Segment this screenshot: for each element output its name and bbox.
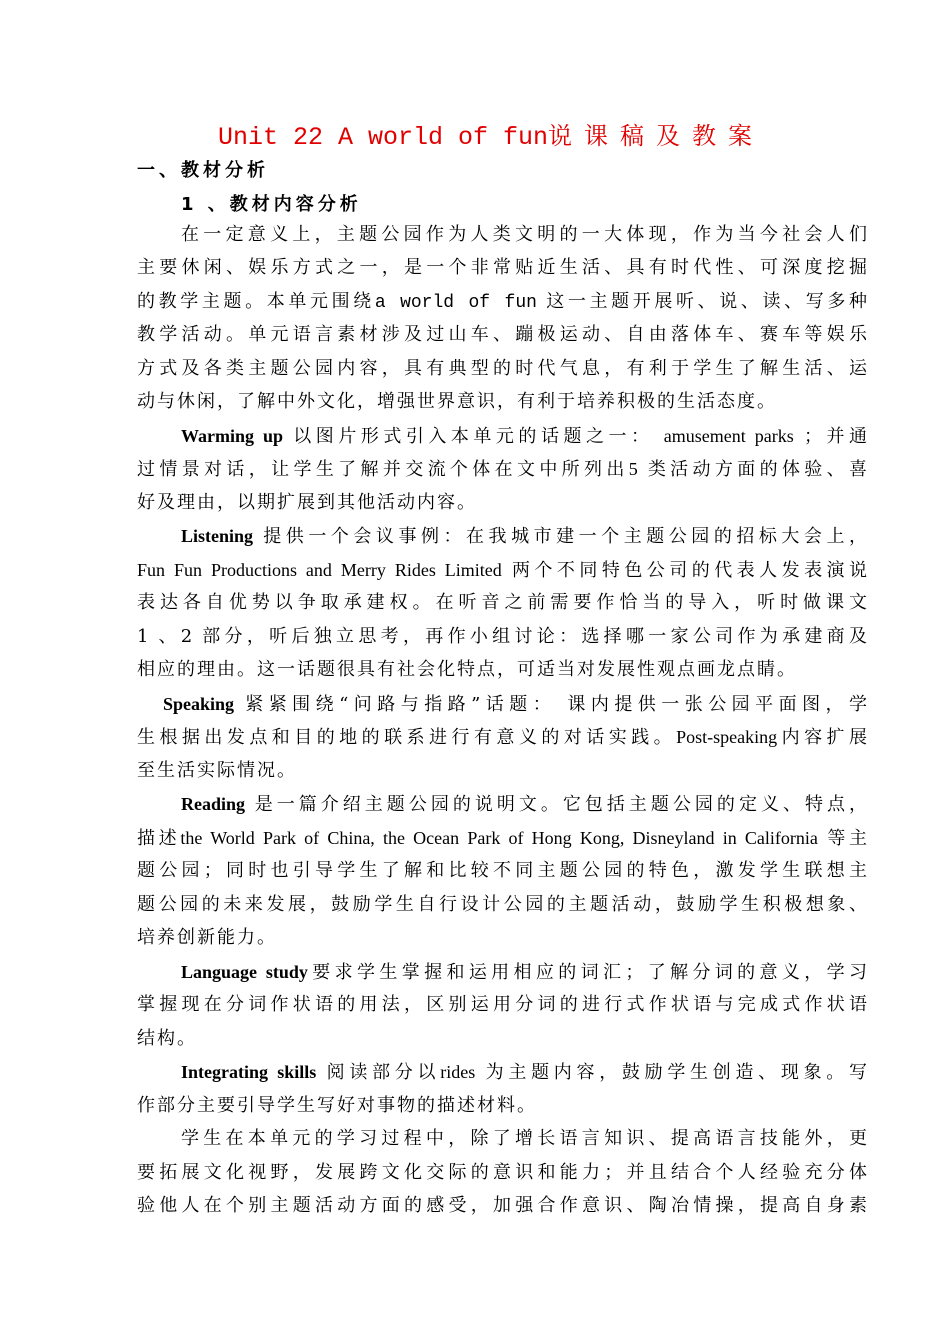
paragraph-line: 主要休闲、娱乐方式之一，是一个非常贴近生活、具有时代性、可深度挖掘 <box>137 257 867 278</box>
paragraph-line: 教学活动。单元语言素材涉及过山车、蹦极运动、自由落体车、赛车等娱乐 <box>137 324 867 345</box>
paragraph-line: 结构。 <box>137 1028 197 1049</box>
paragraph-line: 相应的理由。这一话题很具有社会化特点，可适当对发展性观点画龙点睛。 <box>137 659 797 680</box>
paragraph-line: 表达各自优势以争取承建权。在听音之前需要作恰当的导入，听时做课文 <box>137 592 867 613</box>
paragraph-line: 1 、2 部分，听后独立思考，再作小组讨论：选择哪一家公司作为承建商及 <box>137 626 867 647</box>
paragraph-line: 动与休闲，了解中外文化，增强世界意识，有利于培养积极的生活态度。 <box>137 391 777 412</box>
paragraph-line: 过情景对话，让学生了解并交流个体在文中所列出5 类活动方面的体验、喜 <box>137 459 867 480</box>
paragraph-line: Integrating skills 阅读部分以rides 为主题内容，鼓励学生创造、现象。写 <box>181 1062 867 1083</box>
paragraph-line: 题公园；同时也引导学生了解和比较不同主题公园的特色，激发学生联想主 <box>137 860 867 881</box>
section-heading: 一、教材分析 <box>137 160 269 181</box>
paragraph-line: 的教学主题。本单元围绕a world of fun 这一主题开展听、说、读、写多种 <box>137 291 867 313</box>
paragraph-line: 要拓展文化视野，发展跨文化交际的意识和能力；并且结合个人经验充分体 <box>137 1162 867 1183</box>
paragraph-line: 学生在本单元的学习过程中，除了增长语言知识、提高语言技能外，更 <box>181 1128 867 1149</box>
paragraph-line: 掌握现在分词作状语的用法，区别运用分词的进行式作状语与完成式作状语 <box>137 994 867 1015</box>
paragraph-line: Speaking 紧紧围绕“问路与指路”话题： 课内提供一张公园平面图，学 <box>163 694 868 715</box>
paragraph-line: Listening 提供一个会议事例：在我城市建一个主题公园的招标大会上， <box>181 526 867 547</box>
paragraph-line: 验他人在个别主题活动方面的感受，加强合作意识、陶冶情操，提高自身素 <box>137 1195 867 1216</box>
paragraph-line: Reading 是一篇介绍主题公园的说明文。它包括主题公园的定义、特点， <box>181 794 867 815</box>
paragraph-line: 至生活实际情况。 <box>137 760 297 781</box>
title-english: Unit 22 A world of fun <box>217 123 549 152</box>
paragraph-line: 好及理由，以期扩展到其他活动内容。 <box>137 492 477 513</box>
paragraph-line: 在一定意义上，主题公园作为人类文明的一大体现，作为当今社会人们 <box>181 224 867 245</box>
title-chinese: 说课稿及教案 <box>548 122 765 150</box>
paragraph-line: 方式及各类主题公园内容，具有典型的时代气息，有利于学生了解生活、运 <box>137 358 867 379</box>
subsection-heading: 1 、教材内容分析 <box>181 194 362 215</box>
paragraph-line: Fun Fun Productions and Merry Rides Limited 两个不同特色公司的代表人发表演说 <box>137 560 868 581</box>
document-title <box>0 116 950 152</box>
paragraph-line: Warming up 以图片形式引入本单元的话题之一： amusement parks ；并通 <box>181 426 868 447</box>
paragraph-line: 题公园的未来发展，鼓励学生自行设计公园的主题活动，鼓励学生积极想象、 <box>137 894 867 915</box>
paragraph-line: Language study要求学生掌握和运用相应的词汇；了解分词的意义，学习 <box>181 962 867 983</box>
paragraph-line: 培养创新能力。 <box>137 927 277 948</box>
paragraph-line: 生根据出发点和目的地的联系进行有意义的对话实践。Post-speaking内容扩展 <box>137 727 867 748</box>
paragraph-line: 描述the World Park of China, the Ocean Park of Hong Kong, Disneyland in California 等主 <box>137 828 867 849</box>
paragraph-line: 作部分主要引导学生写好对事物的描述材料。 <box>137 1095 537 1116</box>
